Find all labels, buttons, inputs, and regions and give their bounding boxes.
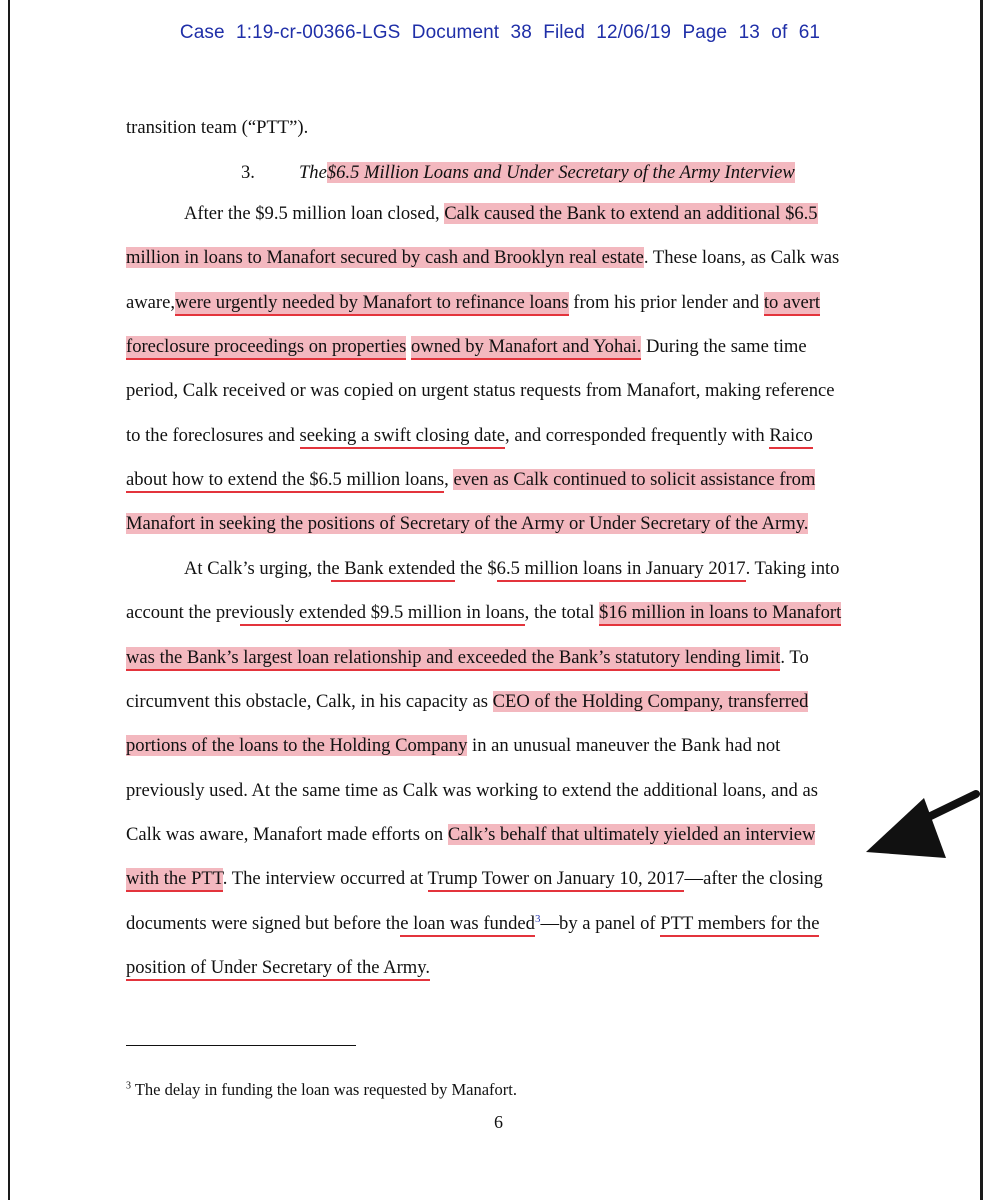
- underline: PTT members for the: [660, 913, 819, 937]
- underline: seeking a swift closing date: [300, 425, 506, 449]
- highlight: to avert: [764, 292, 820, 316]
- section-heading: 3. The$6.5 Million Loans and Under Secretary of the Army Interview: [241, 162, 795, 183]
- text-line: account the previously extended $9.5 million in loans, the total $16 million in loans to Manafort: [126, 599, 841, 627]
- underline: Raico: [769, 425, 812, 449]
- text-line: After the $9.5 million loan closed, Calk caused the Bank to extend an additional $6.5: [184, 203, 818, 224]
- page-border-right: [980, 0, 983, 1200]
- highlight: $6.5 Million Loans and Under Secretary of the Army Interview: [326, 162, 795, 183]
- text-line: was the Bank’s largest loan relationship and exceeded the Bank’s statutory lending limit. To: [126, 644, 809, 672]
- text-line: to the foreclosures and seeking a swift closing date, and corresponded frequently with Raico: [126, 422, 813, 450]
- text-line: previously used. At the same time as Calk was working to extend the additional loans, and as: [126, 780, 818, 801]
- footnote-rule: [126, 1045, 356, 1046]
- highlight: Manafort in seeking the positions of Secretary of the Army or Under Secretary of the Army.: [126, 513, 809, 534]
- text-line: documents were signed but before the loan was funded$^3$—by a panel of PTT members for the: [126, 910, 819, 938]
- underline: viously extended $9.5 million in loans: [240, 602, 525, 626]
- footnote-number: 3: [126, 1080, 131, 1092]
- footnote-ref[interactable]: 3: [534, 912, 541, 925]
- highlight: were urgently needed by Manafort to refinance loans: [175, 292, 569, 316]
- text-line: Calk was aware, Manafort made efforts on Calk’s behalf that ultimately yielded an interview: [126, 824, 816, 845]
- page-border-left: [8, 0, 10, 1200]
- underline: e Bank extended: [331, 558, 455, 582]
- underline: 6.5 million loans in January 2017: [497, 558, 746, 582]
- case-header: Case 1:19-cr-00366-LGS Document 38 Filed 12/06/19 Page 13 of 61: [179, 22, 821, 43]
- text-line: foreclosure proceedings on properties owned by Manafort and Yohai. During the same time: [126, 333, 807, 361]
- text-line: million in loans to Manafort secured by cash and Brooklyn real estate. These loans, as Calk was: [126, 247, 840, 268]
- underline: position of Under Secretary of the Army.: [126, 957, 430, 981]
- text-line: with the PTT. The interview occurred at Trump Tower on January 10, 2017—after the closing: [126, 865, 823, 893]
- highlight: owned by Manafort and Yohai.: [411, 336, 641, 360]
- text-line: period, Calk received or was copied on urgent status requests from Manafort, making reference: [126, 380, 835, 401]
- text-line: At Calk’s urging, the Bank extended the $6.5 million loans in January 2017. Taking into: [184, 555, 839, 583]
- underline: e loan was funded: [400, 913, 535, 937]
- text-line: portions of the loans to the Holding Company in an unusual maneuver the Bank had not: [126, 735, 781, 756]
- text-line: aware,were urgently needed by Manafort to refinance loans from his prior lender and to avert: [126, 289, 820, 317]
- highlight: Calk caused the Bank to extend an additional $6.5: [444, 203, 818, 224]
- text-line: transition team (“PTT”).: [126, 117, 309, 138]
- underline: Trump Tower on January 10, 2017: [428, 868, 685, 892]
- text-line: [126, 510, 808, 538]
- page-number: 6: [494, 1112, 503, 1132]
- highlight: with the PTT: [126, 868, 223, 892]
- highlight: CEO of the Holding Company, transferred: [492, 691, 809, 712]
- highlight: even as Calk continued to solicit assistance from: [453, 469, 816, 490]
- underline: about how to extend the $6.5 million loans: [126, 469, 444, 493]
- text-line: circumvent this obstacle, Calk, in his capacity as CEO of the Holding Company, transferred: [126, 691, 809, 712]
- highlight: million in loans to Manafort secured by cash and Brooklyn real estate: [126, 247, 644, 268]
- highlight: portions of the loans to the Holding Company: [126, 735, 468, 756]
- arrow-icon: [860, 780, 980, 860]
- text-line: about how to extend the $6.5 million loans, even as Calk continued to solicit assistance from: [126, 466, 815, 494]
- footnote: [126, 1080, 517, 1100]
- highlight: Calk’s behalf that ultimately yielded an interview: [447, 824, 816, 845]
- highlight: was the Bank’s largest loan relationship and exceeded the Bank’s statutory lending limit: [126, 647, 780, 671]
- text-line: [126, 954, 430, 982]
- highlight: $16 million in loans to Manafort: [599, 602, 841, 626]
- footnote-text: The delay in funding the loan was requested by Manafort.: [134, 1080, 517, 1099]
- highlight: foreclosure proceedings on properties: [126, 336, 406, 360]
